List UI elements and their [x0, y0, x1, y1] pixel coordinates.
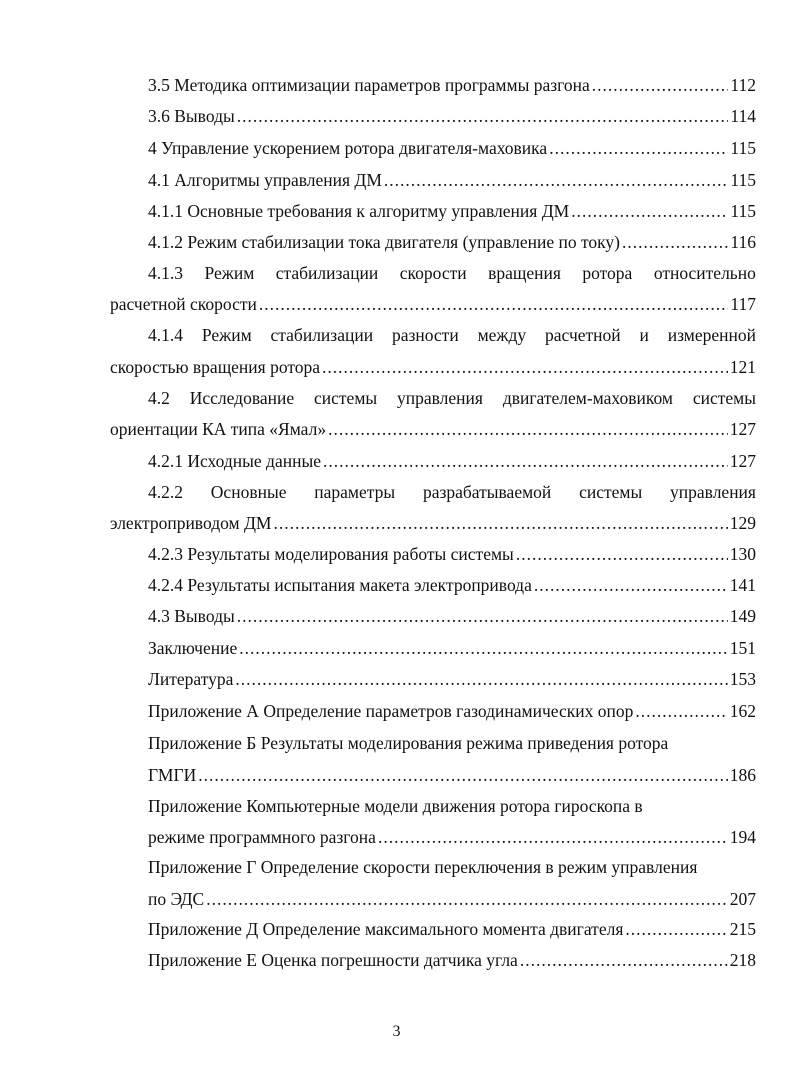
word: 4.1.3: [148, 263, 183, 283]
word: системы: [579, 482, 643, 502]
word: ротора: [582, 263, 633, 283]
word: стабилизации: [275, 263, 379, 283]
toc-entry-title: расчетной скорости: [110, 294, 257, 314]
toc-entry-page: 162: [729, 701, 756, 721]
dot-leader: [259, 293, 729, 315]
toc-entry: [148, 605, 756, 627]
dot-leader: [635, 700, 727, 722]
word: системы: [692, 388, 756, 408]
toc-entry-page: 218: [729, 950, 756, 970]
toc-entry-title: ориентации КА типа «Ямал»: [110, 419, 327, 439]
dot-leader: [378, 826, 728, 848]
toc-entry-page: 141: [729, 575, 756, 595]
toc-entry: [148, 169, 756, 191]
word: измеренной: [667, 325, 756, 345]
toc-entry-title: 4 Управление ускорением ротора двигателя-маховика: [148, 138, 548, 158]
toc-entry-page: 116: [730, 232, 756, 252]
toc-entry-page: 207: [729, 889, 756, 909]
toc-entry-title: 3.5 Методика оптимизации параметров программы разгона: [148, 75, 590, 95]
word: 4.1.4: [148, 325, 183, 345]
word: Режим: [204, 263, 255, 283]
word: Исследование: [189, 388, 295, 408]
dot-leader: [571, 200, 728, 222]
dot-leader: [273, 512, 727, 534]
dot-leader: [520, 949, 728, 971]
toc-entry: [148, 764, 756, 786]
toc-entry: [148, 74, 756, 96]
word: Основные: [210, 482, 287, 502]
word: и: [639, 325, 649, 345]
toc-entry: [148, 137, 756, 159]
dot-leader: [625, 918, 727, 940]
dot-leader: [516, 543, 728, 565]
toc-entry-title: 3.6 Выводы: [148, 106, 235, 126]
word: управления: [670, 482, 756, 502]
toc-entry: [148, 105, 756, 127]
toc-entry-page: 186: [729, 765, 756, 785]
dot-leader: [239, 637, 728, 659]
dot-leader: [237, 605, 728, 627]
dot-leader: [534, 574, 728, 596]
toc-entry-page: 151: [729, 638, 756, 658]
toc-entry-title: скоростью вращения ротора: [110, 357, 321, 377]
toc-entry: [148, 918, 756, 940]
toc-entry-title: 4.1.1 Основные требования к алгоритму управления ДМ: [148, 201, 570, 221]
toc-entry-title: Литература: [148, 669, 234, 689]
toc-entry: [110, 293, 756, 315]
toc-entry-title: по ЭДС: [148, 889, 205, 909]
toc-entry-title: режиме программного разгона: [148, 827, 376, 847]
toc-entry-justified-line: [148, 481, 756, 503]
toc-entry-title: ГМГИ: [148, 765, 197, 785]
toc-entry-page: 153: [729, 669, 756, 689]
word: относительно: [653, 263, 756, 283]
toc-entry: [148, 231, 756, 253]
toc-entry-title: 4.1.2 Режим стабилизации тока двигателя (управление по току): [148, 232, 620, 252]
toc-entry-page: 149: [729, 606, 756, 626]
word: разности: [391, 325, 459, 345]
toc-entry-page: 115: [730, 138, 756, 158]
toc-entry-page: 121: [729, 357, 756, 377]
word: скорости: [399, 263, 467, 283]
dot-leader: [323, 450, 728, 472]
toc-entry-title: 4.2.1 Исходные данные: [148, 451, 321, 471]
toc-entry-page: 127: [729, 451, 756, 471]
toc-entry: [148, 200, 756, 222]
word: 4.2.2: [148, 482, 183, 502]
toc-entry: [148, 637, 756, 659]
dot-leader: [622, 231, 728, 253]
toc-entry-title: Приложение Е Оценка погрешности датчика угла: [148, 950, 518, 970]
toc-entry-title: 4.3 Выводы: [148, 606, 235, 626]
dot-leader: [198, 764, 728, 786]
toc-entry: [110, 356, 756, 378]
word: вращения: [488, 263, 561, 283]
dot-leader: [235, 668, 727, 690]
dot-leader: [592, 74, 729, 96]
toc-entry-page: 215: [729, 919, 756, 939]
dot-leader: [206, 888, 728, 910]
toc-entry-page: 117: [730, 294, 756, 314]
dot-leader: [237, 105, 729, 127]
toc-entry-first-line: Приложение Б Результаты моделирования режима приведения ротора: [148, 733, 669, 753]
word: Режим: [201, 325, 252, 345]
dot-leader: [384, 169, 728, 191]
word: расчетной: [545, 325, 621, 345]
toc-entry-page: 115: [730, 201, 756, 221]
toc-entry-justified-line: [148, 324, 756, 346]
toc-entry-page: 129: [729, 513, 756, 533]
toc-entry: [148, 949, 756, 971]
toc-entry-page: 127: [729, 419, 756, 439]
toc-entry-page: 114: [730, 106, 756, 126]
toc-entry-page: 112: [730, 75, 756, 95]
word: двигателем-маховиком: [502, 388, 673, 408]
toc-entry-title: электроприводом ДМ: [110, 513, 272, 533]
word: между: [477, 325, 527, 345]
toc-entry-title: Приложение А Определение параметров газодинамических опор: [148, 701, 634, 721]
toc-entry: [110, 418, 756, 440]
toc-entry: [148, 888, 756, 910]
toc-entry-title: Приложение Д Определение максимального момента двигателя: [148, 919, 624, 939]
dot-leader: [322, 356, 728, 378]
toc-entry: [148, 543, 756, 565]
dot-leader: [328, 418, 728, 440]
toc-entry-title: 4.1 Алгоритмы управления ДМ: [148, 170, 382, 190]
toc-entry-title: 4.2.4 Результаты испытания макета электропривода: [148, 575, 532, 595]
toc-entry-title: Заключение: [148, 638, 238, 658]
word: стабилизации: [270, 325, 374, 345]
dot-leader: [549, 137, 728, 159]
toc-entry-justified-line: [148, 262, 756, 284]
toc-entry: [148, 826, 756, 848]
word: разрабатываемой: [422, 482, 552, 502]
toc-entry: [110, 512, 756, 534]
toc-entry-page: 194: [729, 827, 756, 847]
toc-entry-title: 4.2.3 Результаты моделирования работы системы: [148, 544, 514, 564]
word: управления: [397, 388, 483, 408]
page-number: 3: [392, 1023, 401, 1040]
toc-entry-page: 115: [730, 170, 756, 190]
toc-entry: [148, 668, 756, 690]
toc-entry: [148, 450, 756, 472]
word: 4.2: [148, 388, 170, 408]
toc-entry-page: 130: [729, 544, 756, 564]
toc-entry-justified-line: [148, 387, 756, 409]
toc-entry-first-line: Приложение Компьютерные модели движения ротора гироскопа в: [148, 796, 643, 816]
word: системы: [314, 388, 378, 408]
toc-entry: [148, 574, 756, 596]
toc-entry: [148, 700, 756, 722]
word: параметры: [314, 482, 396, 502]
toc-entry-first-line: Приложение Г Определение скорости переключения в режим управления: [148, 857, 698, 877]
